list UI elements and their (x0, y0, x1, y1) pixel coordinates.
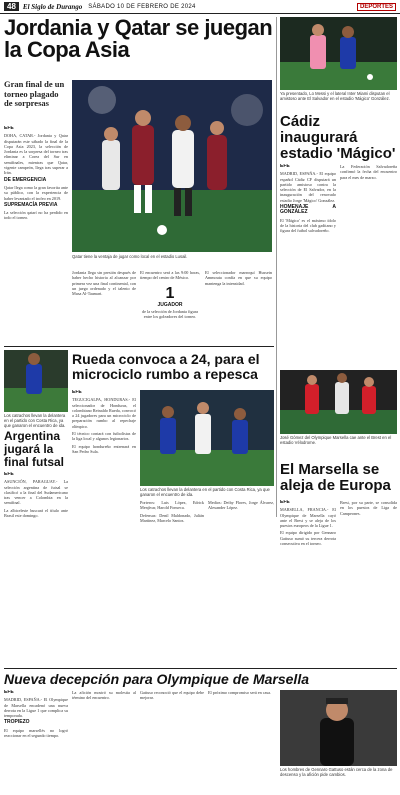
body-text: Porteros: Luis López, Edrick Menjívar, Harold Fonseca. (140, 500, 204, 511)
section-kicker: HOMENAJE A GONZÁLEZ (280, 204, 336, 216)
bottom-column-2: La afición mostró su molestia al término del encuentro. (72, 690, 136, 701)
bottom-photo-caption: Los hombres de Gennaro Gattuso están cerca de la zona de descenso y la afición pide cambios. (280, 767, 393, 778)
main-photo-caption: Qatar tiene la ventaja de jugar como local en el estadio Lusail. (72, 254, 188, 259)
match-image (280, 370, 397, 434)
qualifier-headline: Rueda convoca a 24, para el microciclo rumbo a repesca (72, 351, 260, 382)
body-text: El 'Mágico' es el máximo ídolo de la historia del club gaditano y figura del futbol salvadoreño. (280, 217, 336, 234)
cadiz-photo-caption: Ya presentado, Lo Messi y el lateral Inter Miami disputan el amistoso ante El Salvador en el estadio 'Mágico' González. (280, 91, 390, 102)
byline: EFE (4, 126, 14, 131)
column-divider (276, 17, 277, 517)
byline: EFE (4, 690, 14, 695)
stat-box (140, 286, 200, 342)
body-text: El equipo hondureño entrenará en San Pedro Sula. (72, 443, 136, 454)
marsella-photo-caption: José Gómez del Olympique Marsella cae ante el Brest en el estadio Vélodrome. (280, 435, 392, 446)
argentina-column (4, 472, 68, 667)
coach-image (280, 690, 397, 766)
argentina-headline: Argentina jugará la final futsal (4, 429, 65, 469)
section-kicker: TROPIEZO (4, 719, 30, 726)
body-text: El técnico contará con futbolistas de la liga local y algunos legionarios. (72, 431, 136, 442)
main-intro: DOHA, CATAR.- Jordania y Qatar disputarán este sábado la final de la Copa Asia 2023, la selección de Jordania es la sorpresa del torneo tras eliminar a Corea del Sur en semifinales, mientras que Qatar, vigente campeón, llega tras superar a Irán. (4, 133, 68, 176)
newspaper-brand: El Siglo de Durango (22, 2, 83, 11)
body-text: El equipo dirigido por Gennaro Gattuso sumó su tercera derrota consecutiva en el torneo. (280, 530, 336, 547)
body-text: TEGUCIGALPA, HONDURAS.- El seleccionador de Honduras, el colombiano Reinaldo Rueda, convocó a 24 jugadores para un microciclo de preparación rumbo al repechaje olímpico. (72, 397, 136, 429)
body-text: ASUNCIÓN, PARAGUAY.- La selección argentina de futsal se clasificó a la final del Sudamericano tras vencer a Colombia en la semifinal. (4, 479, 68, 506)
body-text: La albiceleste buscará el título ante Brasil este domingo. (4, 507, 68, 519)
marsella-column-2: Brest, por su parte, se consolida en los puestos de Liga de Campeones. (340, 500, 397, 516)
body-text: MADRID, ESPAÑA.- El equipo español Cádiz CF disputará un partido amistoso contra la selección de El Salvador, en la inauguración del renovado estadio Jorge 'Mágico' González. (280, 171, 336, 203)
main-column-3a: El encuentro será a las 9:00 horas, tiempo del centro de México. (140, 270, 200, 281)
section-divider (4, 668, 397, 669)
byline: EFE (280, 164, 290, 169)
qualifier-column-3: Medios: Deiby Flores, Jorge Álvarez, Alexander López. (208, 500, 274, 511)
qualifier-column-1 (72, 390, 136, 610)
bottom-column-1 (4, 690, 68, 790)
cadiz-column-1 (280, 164, 336, 364)
main-subtitle: Gran final de un torneo plagado de sorpresas (4, 79, 65, 108)
cadiz-headline: Cádiz inaugurará estadio 'Mágico' (280, 113, 396, 162)
honduras-photo (4, 350, 68, 412)
cadiz-photo (280, 17, 397, 90)
body-text: MARSELLA, FRANCIA.- El Olympique de Marsella cayó ante el Brest y se aleja de los puestos europeos de la Ligue 1. (280, 507, 336, 529)
bottom-photo (280, 690, 397, 766)
qualifier-column-2 (140, 500, 204, 610)
body-text: La selección qatarí no ha perdido en todo el torneo. (4, 210, 68, 221)
bottom-column-3: Gattuso reconoció que el equipo debe mejorar. (140, 690, 204, 701)
stat-label: JUGADOR (157, 302, 183, 308)
qualifier-photo (140, 390, 274, 486)
section-kicker: SUPREMACÍA PREVIA (4, 201, 58, 208)
bottom-headline: Nueva decepción para Olympique de Marsella (4, 671, 309, 687)
cadiz-column-2: La Federación Salvadoreña confirmó la fecha del encuentro para el mes de marzo. (340, 164, 397, 180)
byline: EFE (280, 500, 290, 505)
player-image (4, 350, 68, 412)
body-text: Defensas: Denil Maldonado, Julián Martínez, Marcelo Santos. (140, 512, 204, 523)
marsella-photo (280, 370, 397, 434)
marsella-headline: El Marsella se aleja de Europa (280, 461, 391, 494)
section-badge: DEPORTES (357, 3, 396, 11)
main-column-1 (4, 126, 68, 341)
bottom-column-4: El próximo compromiso será en casa. (208, 690, 272, 695)
section-divider (4, 346, 274, 347)
soccer-players-image (72, 80, 272, 252)
body-text: MADRID, ESPAÑA.- El Olympique de Marsella encadenó una nueva derrota en la Ligue 1 que complica su temporada. (4, 697, 68, 719)
main-column-4: El seleccionador marroquí Hussein Ammouta confía en que su equipo mantenga la intensidad. (205, 270, 272, 286)
main-photo (72, 80, 272, 252)
qualifier-photo-caption: Los catrachos llevan la delantera en el partido con Costa Rica, ya que ganaron el encuentro de ida. (140, 487, 270, 498)
marsella-column-1 (280, 500, 336, 660)
byline: EFE (4, 472, 14, 477)
stat-number: 1 (165, 285, 175, 302)
page-header (0, 0, 400, 14)
main-headline: Jordania y Qatar se juegan la Copa Asia (4, 15, 273, 62)
section-kicker: DE EMERGENCIA (4, 176, 47, 183)
body-text: Qatar llega como la gran favorita ante su público, con la experiencia de haber levantado el trofeo en 2019. (4, 184, 68, 201)
byline: EFE (72, 390, 82, 395)
body-text: El equipo marsellés no logró reaccionar en el segundo tiempo. (4, 727, 68, 739)
team-image (140, 390, 274, 486)
honduras-photo-caption: Los catrachos llevan la delantera en el partido con Costa Rica, ya que ganaron el encuentro de ida. (4, 413, 66, 429)
main-column-2: Jordania llega sin presión después de haber hecho historia al alcanzar por primera vez una final continental, con un juego ordenado y el talento de Musa Al-Taamari. (72, 270, 136, 297)
match-image (280, 17, 397, 90)
stat-text: de la selección de Jordania figura entre los goleadores del torneo. (142, 309, 198, 320)
issue-date: SÁBADO 10 DE FEBRERO DE 2024 (88, 3, 196, 10)
page-number: 48 (4, 2, 19, 11)
